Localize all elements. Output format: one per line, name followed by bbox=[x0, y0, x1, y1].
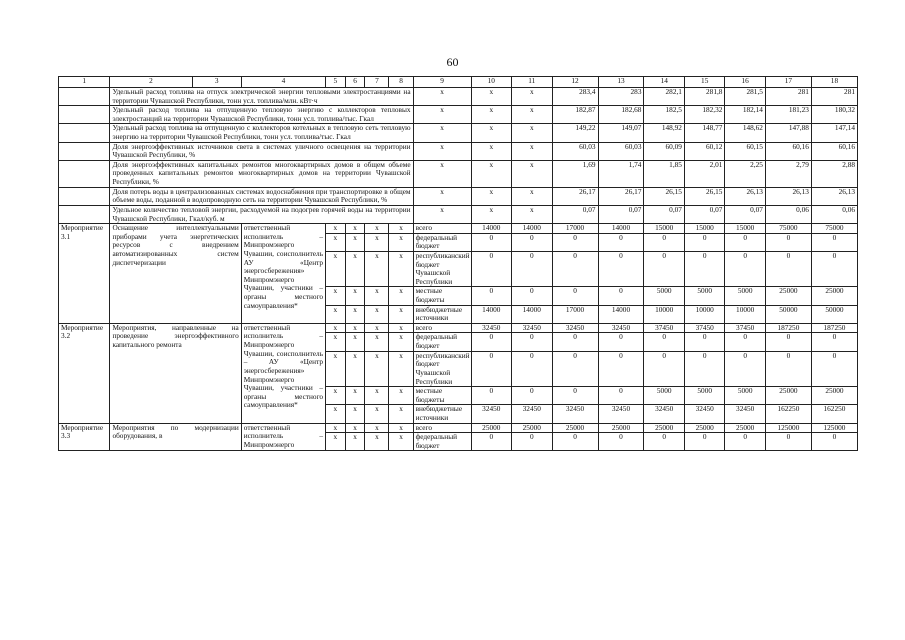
funding-value: 32450 bbox=[512, 323, 552, 333]
code-cell: x bbox=[326, 433, 346, 451]
indicator-col10: x bbox=[471, 160, 511, 187]
funding-value: 32450 bbox=[598, 405, 644, 423]
code-cell: x bbox=[326, 287, 346, 305]
col-number: 6 bbox=[345, 77, 365, 88]
funding-value: 25000 bbox=[725, 423, 765, 433]
funding-value: 25000 bbox=[644, 423, 684, 433]
col-number: 4 bbox=[241, 77, 325, 88]
funding-value: 25000 bbox=[512, 423, 552, 433]
funding-source: всего bbox=[413, 423, 471, 433]
funding-value: 0 bbox=[765, 333, 811, 351]
funding-value: 32450 bbox=[552, 323, 598, 333]
col-number: 9 bbox=[413, 77, 471, 88]
funding-source: республиканский бюджет Чувашской Республики bbox=[413, 251, 471, 286]
funding-value: 0 bbox=[471, 251, 511, 286]
indicator-row bbox=[59, 106, 858, 124]
indicator-value: 1,69 bbox=[552, 160, 598, 187]
indicator-value: 148,77 bbox=[684, 124, 724, 142]
code-cell: x bbox=[365, 305, 389, 323]
code-cell: x bbox=[326, 233, 346, 251]
indicator-col11: x bbox=[512, 88, 552, 106]
funding-value: 162250 bbox=[765, 405, 811, 423]
indicator-row bbox=[59, 88, 858, 106]
indicator-value: 149,07 bbox=[598, 124, 644, 142]
funding-value: 0 bbox=[512, 433, 552, 451]
funding-source: республиканский бюджет Чувашской Республики bbox=[413, 351, 471, 386]
indicator-value: 182,68 bbox=[598, 106, 644, 124]
funding-value: 0 bbox=[811, 333, 857, 351]
code-cell: x bbox=[345, 433, 365, 451]
indicator-col9: x bbox=[413, 160, 471, 187]
funding-value: 37450 bbox=[725, 323, 765, 333]
funding-value: 0 bbox=[765, 251, 811, 286]
indicator-col9: x bbox=[413, 205, 471, 223]
code-cell: x bbox=[365, 423, 389, 433]
code-cell: x bbox=[345, 251, 365, 286]
funding-value: 0 bbox=[765, 351, 811, 386]
col-number: 5 bbox=[326, 77, 346, 88]
code-cell: x bbox=[345, 287, 365, 305]
funding-value: 0 bbox=[471, 351, 511, 386]
indicator-text: Удельный расход топлива на отпущенную тепловую энергию с коллекторов тепловых электростанций на территории Чувашской Республики, тонн усл. топлива/тыс. Гкал bbox=[110, 106, 413, 124]
code-cell: x bbox=[345, 387, 365, 405]
funding-value: 32450 bbox=[471, 405, 511, 423]
indicator-row bbox=[59, 124, 858, 142]
funding-value: 25000 bbox=[765, 287, 811, 305]
funding-value: 0 bbox=[512, 233, 552, 251]
indicator-value: 283 bbox=[598, 88, 644, 106]
indicator-value: 60,16 bbox=[811, 142, 857, 160]
code-cell: x bbox=[345, 233, 365, 251]
measure-name: Оснащение интеллектуальными приборами учета энергетических ресурсов с внедрением автоматизированных систем диспетчеризации bbox=[110, 224, 241, 324]
code-cell: x bbox=[389, 423, 413, 433]
funding-value: 32450 bbox=[598, 323, 644, 333]
measure-label: Мероприятие 3.2 bbox=[59, 323, 110, 423]
funding-source: федеральный бюджет bbox=[413, 333, 471, 351]
indicator-value: 281,8 bbox=[684, 88, 724, 106]
code-cell: x bbox=[326, 305, 346, 323]
funding-value: 14000 bbox=[471, 224, 511, 234]
funding-value: 5000 bbox=[725, 387, 765, 405]
code-cell: x bbox=[389, 323, 413, 333]
code-cell: x bbox=[365, 387, 389, 405]
indicator-col10: x bbox=[471, 187, 511, 205]
indicator-col11: x bbox=[512, 142, 552, 160]
indicator-value: 26,17 bbox=[598, 187, 644, 205]
col-number: 10 bbox=[471, 77, 511, 88]
indicator-value: 26,13 bbox=[811, 187, 857, 205]
indicator-value: 148,62 bbox=[725, 124, 765, 142]
indicator-col11: x bbox=[512, 124, 552, 142]
indicator-row bbox=[59, 160, 858, 187]
code-cell: x bbox=[365, 287, 389, 305]
funding-value: 0 bbox=[811, 233, 857, 251]
funding-value: 0 bbox=[725, 351, 765, 386]
empty-cell bbox=[59, 160, 110, 187]
code-cell: x bbox=[365, 323, 389, 333]
code-cell: x bbox=[345, 333, 365, 351]
funding-value: 0 bbox=[684, 333, 724, 351]
indicator-value: 281 bbox=[811, 88, 857, 106]
empty-cell bbox=[59, 205, 110, 223]
code-cell: x bbox=[345, 323, 365, 333]
indicator-value: 0,07 bbox=[725, 205, 765, 223]
funding-source: местные бюджеты bbox=[413, 387, 471, 405]
funding-value: 0 bbox=[471, 333, 511, 351]
funding-value: 14000 bbox=[512, 305, 552, 323]
code-cell: x bbox=[365, 251, 389, 286]
funding-value: 32450 bbox=[512, 405, 552, 423]
indicator-value: 182,14 bbox=[725, 106, 765, 124]
indicator-value: 182,87 bbox=[552, 106, 598, 124]
indicator-col10: x bbox=[471, 124, 511, 142]
indicator-value: 282,1 bbox=[644, 88, 684, 106]
funding-value: 187250 bbox=[765, 323, 811, 333]
funding-value: 0 bbox=[598, 287, 644, 305]
indicator-col10: x bbox=[471, 142, 511, 160]
funding-value: 25000 bbox=[598, 423, 644, 433]
indicator-col9: x bbox=[413, 106, 471, 124]
indicator-col11: x bbox=[512, 205, 552, 223]
indicator-text: Удельное количество тепловой энергии, расходуемой на подогрев горячей воды на территории Чувашской Республики, Гкал/куб. м bbox=[110, 205, 413, 223]
indicator-col11: x bbox=[512, 160, 552, 187]
funding-source: федеральный бюджет bbox=[413, 433, 471, 451]
empty-cell bbox=[59, 187, 110, 205]
indicator-value: 182,32 bbox=[684, 106, 724, 124]
indicator-value: 148,92 bbox=[644, 124, 684, 142]
code-cell: x bbox=[345, 305, 365, 323]
funding-value: 14000 bbox=[598, 224, 644, 234]
funding-value: 0 bbox=[644, 251, 684, 286]
funding-value: 0 bbox=[512, 287, 552, 305]
col-number: 1 bbox=[59, 77, 110, 88]
funding-value: 0 bbox=[552, 387, 598, 405]
measure-name: Мероприятия, направленные на проведение энергоэффективного капитального ремонта bbox=[110, 323, 241, 423]
funding-value: 0 bbox=[512, 333, 552, 351]
funding-value: 0 bbox=[725, 333, 765, 351]
funding-value: 0 bbox=[644, 351, 684, 386]
funding-value: 0 bbox=[471, 233, 511, 251]
measure-row bbox=[59, 323, 858, 333]
funding-value: 5000 bbox=[644, 387, 684, 405]
funding-source: всего bbox=[413, 323, 471, 333]
indicator-value: 182,5 bbox=[644, 106, 684, 124]
indicator-value: 60,15 bbox=[725, 142, 765, 160]
funding-value: 0 bbox=[811, 251, 857, 286]
col-number: 8 bbox=[389, 77, 413, 88]
col-number: 7 bbox=[365, 77, 389, 88]
funding-value: 25000 bbox=[811, 387, 857, 405]
indicator-row bbox=[59, 205, 858, 223]
funding-value: 0 bbox=[552, 287, 598, 305]
measure-executor: ответственный исполнитель – Минпромэнерго Чувашии, соисполнитель – АУ «Центр энергосбережения» Минпромэнерго Чувашии, участники – органы местного самоуправления* bbox=[241, 323, 325, 423]
funding-value: 0 bbox=[598, 433, 644, 451]
funding-source: местные бюджеты bbox=[413, 287, 471, 305]
code-cell: x bbox=[345, 423, 365, 433]
funding-value: 0 bbox=[552, 251, 598, 286]
measure-label: Мероприятие 3.1 bbox=[59, 224, 110, 324]
code-cell: x bbox=[326, 423, 346, 433]
funding-value: 0 bbox=[644, 233, 684, 251]
indicator-col9: x bbox=[413, 88, 471, 106]
code-cell: x bbox=[389, 333, 413, 351]
measure-name: Мероприятия по модернизации оборудования, в bbox=[110, 423, 241, 451]
funding-value: 5000 bbox=[684, 387, 724, 405]
funding-value: 0 bbox=[811, 351, 857, 386]
indicator-value: 60,16 bbox=[765, 142, 811, 160]
indicator-value: 2,01 bbox=[684, 160, 724, 187]
indicator-col10: x bbox=[471, 106, 511, 124]
funding-value: 37450 bbox=[644, 323, 684, 333]
code-cell: x bbox=[326, 333, 346, 351]
code-cell: x bbox=[389, 233, 413, 251]
measure-label: Мероприятие 3.3 bbox=[59, 423, 110, 451]
funding-value: 0 bbox=[552, 333, 598, 351]
measure-executor: ответственный исполнитель – Минпромэнерго bbox=[241, 423, 325, 451]
indicator-value: 60,12 bbox=[684, 142, 724, 160]
indicator-value: 26,15 bbox=[684, 187, 724, 205]
funding-value: 0 bbox=[552, 351, 598, 386]
indicator-value: 149,22 bbox=[552, 124, 598, 142]
indicator-value: 60,09 bbox=[644, 142, 684, 160]
funding-value: 0 bbox=[512, 251, 552, 286]
indicator-col9: x bbox=[413, 187, 471, 205]
code-cell: x bbox=[365, 224, 389, 234]
indicator-value: 26,17 bbox=[552, 187, 598, 205]
funding-value: 162250 bbox=[811, 405, 857, 423]
funding-value: 25000 bbox=[765, 387, 811, 405]
indicator-value: 26,13 bbox=[725, 187, 765, 205]
indicator-text: Доля энергоэффективных капитальных ремонтов многоквартирных домов в общем объеме проведенных капитальных ремонтов многоквартирных домов на территории Чувашской Республики, % bbox=[110, 160, 413, 187]
code-cell: x bbox=[326, 405, 346, 423]
code-cell: x bbox=[389, 433, 413, 451]
code-cell: x bbox=[389, 305, 413, 323]
funding-value: 37450 bbox=[684, 323, 724, 333]
funding-value: 0 bbox=[552, 233, 598, 251]
indicator-value: 2,25 bbox=[725, 160, 765, 187]
page-number: 60 bbox=[446, 55, 459, 69]
measure-executor: ответственный исполнитель – Минпромэнерго Чувашии, соисполнитель АУ «Центр энергосбережения» Минпромэнерго Чувашии, участники – органы местного самоуправления* bbox=[241, 224, 325, 324]
indicator-value: 281,5 bbox=[725, 88, 765, 106]
funding-value: 0 bbox=[765, 433, 811, 451]
code-cell: x bbox=[326, 351, 346, 386]
code-cell: x bbox=[365, 233, 389, 251]
funding-value: 187250 bbox=[811, 323, 857, 333]
indicator-value: 283,4 bbox=[552, 88, 598, 106]
funding-value: 0 bbox=[684, 351, 724, 386]
indicator-text: Доля энергоэффективных источников света в системах уличного освещения на территории Чувашской Республики, % bbox=[110, 142, 413, 160]
funding-value: 32450 bbox=[644, 405, 684, 423]
funding-value: 0 bbox=[684, 251, 724, 286]
indicator-col11: x bbox=[512, 106, 552, 124]
funding-value: 10000 bbox=[644, 305, 684, 323]
funding-value: 0 bbox=[512, 351, 552, 386]
code-cell: x bbox=[326, 387, 346, 405]
col-number: 16 bbox=[725, 77, 765, 88]
funding-value: 5000 bbox=[684, 287, 724, 305]
funding-value: 14000 bbox=[598, 305, 644, 323]
funding-value: 32450 bbox=[552, 405, 598, 423]
funding-value: 15000 bbox=[725, 224, 765, 234]
funding-value: 0 bbox=[512, 387, 552, 405]
indicator-row bbox=[59, 142, 858, 160]
measure-row bbox=[59, 224, 858, 234]
code-cell: x bbox=[389, 251, 413, 286]
funding-value: 0 bbox=[725, 433, 765, 451]
indicator-value: 0,07 bbox=[684, 205, 724, 223]
code-cell: x bbox=[345, 405, 365, 423]
measure-row bbox=[59, 423, 858, 433]
funding-value: 5000 bbox=[644, 287, 684, 305]
funding-value: 125000 bbox=[811, 423, 857, 433]
indicator-value: 1,85 bbox=[644, 160, 684, 187]
funding-value: 0 bbox=[725, 251, 765, 286]
funding-value: 0 bbox=[471, 433, 511, 451]
indicator-value: 147,14 bbox=[811, 124, 857, 142]
code-cell: x bbox=[389, 224, 413, 234]
empty-cell bbox=[59, 88, 110, 106]
funding-value: 0 bbox=[684, 433, 724, 451]
funding-value: 0 bbox=[552, 433, 598, 451]
funding-value: 15000 bbox=[644, 224, 684, 234]
empty-cell bbox=[59, 124, 110, 142]
funding-value: 32450 bbox=[725, 405, 765, 423]
indicator-row bbox=[59, 187, 858, 205]
funding-value: 25000 bbox=[471, 423, 511, 433]
funding-value: 0 bbox=[471, 287, 511, 305]
code-cell: x bbox=[365, 351, 389, 386]
indicator-value: 2,88 bbox=[811, 160, 857, 187]
funding-value: 25000 bbox=[811, 287, 857, 305]
code-cell: x bbox=[389, 351, 413, 386]
col-number: 12 bbox=[552, 77, 598, 88]
code-cell: x bbox=[389, 387, 413, 405]
code-cell: x bbox=[326, 323, 346, 333]
funding-value: 25000 bbox=[552, 423, 598, 433]
funding-value: 125000 bbox=[765, 423, 811, 433]
indicator-value: 0,07 bbox=[598, 205, 644, 223]
indicator-col10: x bbox=[471, 205, 511, 223]
indicator-col9: x bbox=[413, 142, 471, 160]
funding-value: 0 bbox=[598, 251, 644, 286]
indicator-text: Удельный расход топлива на отпущенную с коллекторов котельных в тепловую сеть тепловую энергию на территории Чувашской Республики, тонн усл. топлива/тыс. Гкал bbox=[110, 124, 413, 142]
funding-value: 17000 bbox=[552, 224, 598, 234]
funding-source: федеральный бюджет bbox=[413, 233, 471, 251]
indicator-text: Удельный расход топлива на отпуск электрической энергии тепловыми электростанциями на территории Чувашской Республики, тонн усл. топлива/млн. кВт·ч bbox=[110, 88, 413, 106]
indicator-value: 0,07 bbox=[644, 205, 684, 223]
col-number: 17 bbox=[765, 77, 811, 88]
code-cell: x bbox=[389, 405, 413, 423]
indicator-value: 281 bbox=[765, 88, 811, 106]
funding-value: 0 bbox=[644, 433, 684, 451]
funding-source: внебюджетные источники bbox=[413, 405, 471, 423]
code-cell: x bbox=[365, 433, 389, 451]
funding-value: 0 bbox=[725, 233, 765, 251]
col-number: 13 bbox=[598, 77, 644, 88]
funding-source: внебюджетные источники bbox=[413, 305, 471, 323]
indicator-col10: x bbox=[471, 88, 511, 106]
indicator-value: 60,03 bbox=[552, 142, 598, 160]
indicator-text: Доля потерь воды в централизованных системах водоснабжения при транспортировке в общем объеме воды, поданной в водопроводную сеть на территории Чувашской Республики, % bbox=[110, 187, 413, 205]
funding-value: 0 bbox=[684, 233, 724, 251]
indicator-col9: x bbox=[413, 124, 471, 142]
indicator-value: 0,07 bbox=[552, 205, 598, 223]
funding-value: 0 bbox=[811, 433, 857, 451]
col-number: 15 bbox=[684, 77, 724, 88]
indicator-value: 0,06 bbox=[765, 205, 811, 223]
indicator-value: 2,79 bbox=[765, 160, 811, 187]
indicator-value: 181,23 bbox=[765, 106, 811, 124]
col-number: 18 bbox=[811, 77, 857, 88]
code-cell: x bbox=[326, 224, 346, 234]
code-cell: x bbox=[345, 224, 365, 234]
funding-value: 75000 bbox=[765, 224, 811, 234]
code-cell: x bbox=[365, 405, 389, 423]
col-number: 3 bbox=[192, 77, 241, 88]
funding-value: 10000 bbox=[684, 305, 724, 323]
col-number: 2 bbox=[110, 77, 192, 88]
funding-value: 50000 bbox=[811, 305, 857, 323]
col-number: 11 bbox=[512, 77, 552, 88]
indicator-value: 26,15 bbox=[644, 187, 684, 205]
indicator-value: 1,74 bbox=[598, 160, 644, 187]
funding-value: 15000 bbox=[684, 224, 724, 234]
funding-value: 25000 bbox=[684, 423, 724, 433]
funding-value: 32450 bbox=[684, 405, 724, 423]
funding-value: 14000 bbox=[471, 305, 511, 323]
indicator-value: 26,13 bbox=[765, 187, 811, 205]
empty-cell bbox=[59, 106, 110, 124]
indicator-value: 147,88 bbox=[765, 124, 811, 142]
code-cell: x bbox=[365, 333, 389, 351]
funding-value: 75000 bbox=[811, 224, 857, 234]
indicator-value: 0,06 bbox=[811, 205, 857, 223]
funding-value: 5000 bbox=[725, 287, 765, 305]
funding-value: 0 bbox=[598, 233, 644, 251]
funding-value: 0 bbox=[598, 333, 644, 351]
funding-value: 0 bbox=[598, 387, 644, 405]
indicator-value: 180,32 bbox=[811, 106, 857, 124]
funding-source: всего bbox=[413, 224, 471, 234]
indicator-value: 60,03 bbox=[598, 142, 644, 160]
funding-value: 10000 bbox=[725, 305, 765, 323]
funding-value: 14000 bbox=[512, 224, 552, 234]
funding-value: 0 bbox=[471, 387, 511, 405]
code-cell: x bbox=[345, 351, 365, 386]
column-number-row bbox=[59, 77, 858, 88]
indicator-col11: x bbox=[512, 187, 552, 205]
funding-value: 32450 bbox=[471, 323, 511, 333]
funding-value: 17000 bbox=[552, 305, 598, 323]
code-cell: x bbox=[389, 287, 413, 305]
code-cell: x bbox=[326, 251, 346, 286]
funding-value: 0 bbox=[765, 233, 811, 251]
funding-value: 50000 bbox=[765, 305, 811, 323]
col-number: 14 bbox=[644, 77, 684, 88]
program-table bbox=[58, 76, 858, 451]
funding-value: 0 bbox=[598, 351, 644, 386]
funding-value: 0 bbox=[644, 333, 684, 351]
empty-cell bbox=[59, 142, 110, 160]
